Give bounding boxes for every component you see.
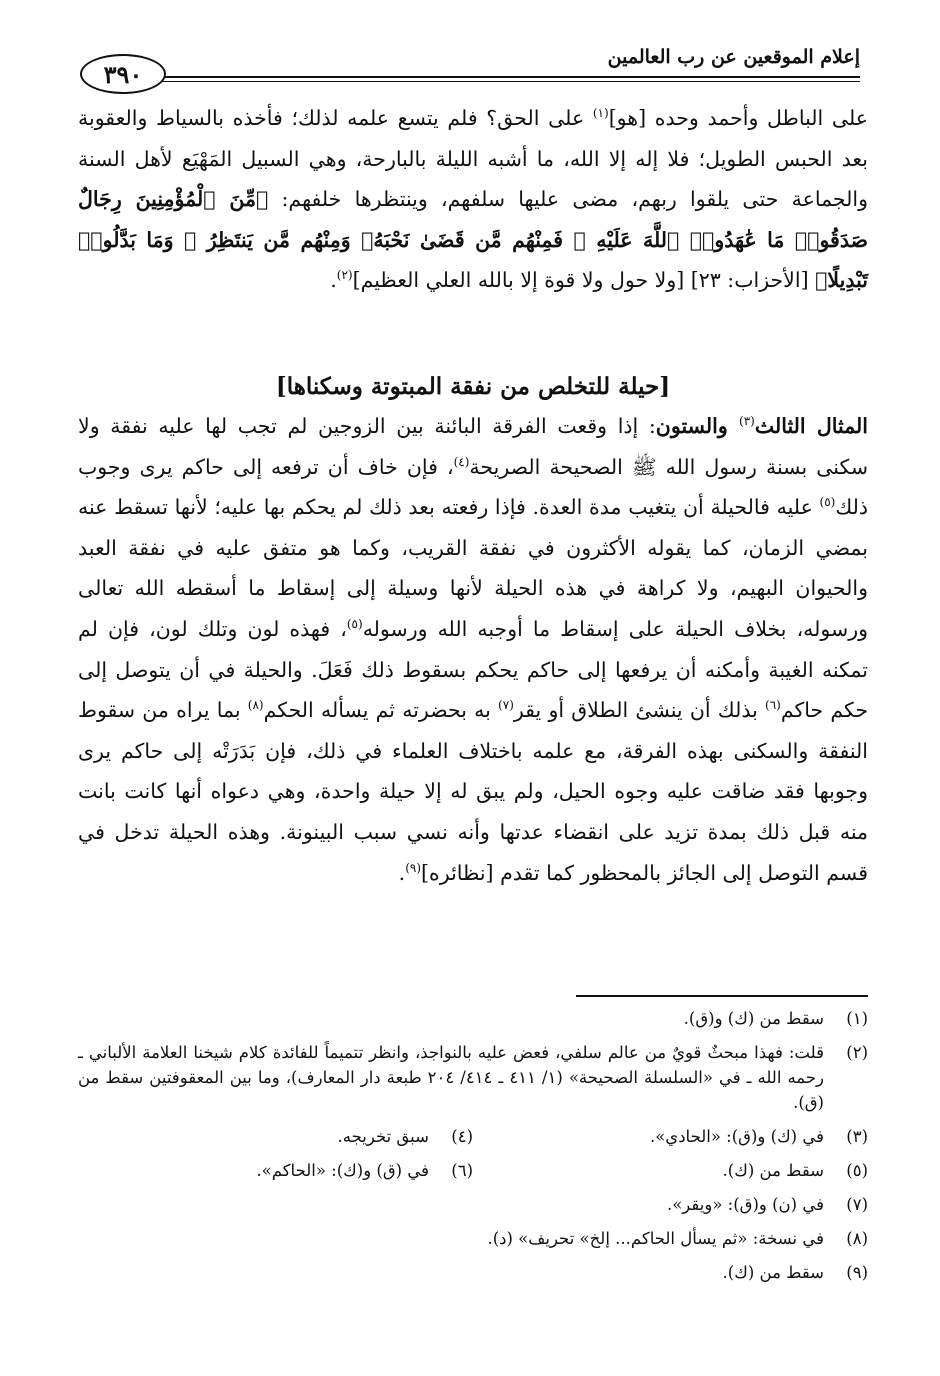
example-label-cont: والستون (655, 414, 740, 438)
footnote-ref: (٥) (819, 495, 836, 510)
text-run: عليه فالحيلة أن يتغيب مدة العدة. فإذا رفعته بعد ذلك لم يحكم بها عليه؛ لأنها تسقط عنه بمضي الزمان، كما يقوله الأكثرون في نفقة القريب، وكما هو متفق عليه في نفقة العبد والحيوان البهيم، ولا كراهة في هذه الحيلة لأنها وسيلة إلى إسقاط ما أسقطه الله تعالى ورسوله، بخلاف الحيلة على إسقاط ما أوجبه الله ورسوله (78, 495, 868, 641)
footnote-separator (576, 995, 868, 997)
text-run: به بحضرته ثم يسأله الحكم (263, 698, 499, 723)
footnote-number: (٩) (846, 1263, 868, 1282)
header-rule (162, 76, 860, 78)
text-run: بذلك أن ينشئ الطلاق أو يقر (513, 698, 766, 723)
footnote-text: في (ن) و(ق): «ويقر». (666, 1195, 824, 1214)
footnote-number: (٢) (846, 1043, 868, 1062)
page-number: ٣٩٠ (80, 54, 166, 94)
header-rule-thin (162, 81, 860, 82)
footnotes (78, 1006, 868, 1294)
page-header (80, 42, 860, 92)
footnote-ref: (٥) (346, 617, 363, 632)
example-label: المثال الثالث (754, 414, 868, 438)
footnote-pair (78, 1124, 868, 1149)
footnote-item (78, 1158, 473, 1183)
footnote-item (78, 1040, 868, 1115)
text-run: ، فإن خاف أن ترفعه إلى حاكم يرى وجوب ذلك (78, 454, 868, 520)
footnote-number: (٤) (451, 1127, 473, 1146)
footnote-ref: (٤) (453, 454, 470, 469)
footnote-text: في (ق) و(ك): «الحاكم». (256, 1161, 429, 1180)
top-paragraph (78, 98, 868, 301)
footnote-text: سبق تخريجه. (337, 1127, 429, 1146)
footnote-text: قلت: فهذا مبحثٌ قويٌ من عالم سلفي، فعض عليه بالنواجذ، وانظر تتميماً للفائدة كلام شيخنا العلامة الألباني ـ رحمه الله ـ في «السلسلة الصحيحة» (١/ ٤١١ ـ ٤١٤/ ٢٠٤ طبعة دار المعارف)، وما بين المعقوفتين سقط من (ق). (78, 1043, 824, 1112)
text-run: . (398, 860, 406, 885)
footnote-item (78, 1192, 868, 1217)
footnote-item (78, 1260, 868, 1285)
main-paragraph-block (78, 406, 868, 893)
footnote-text: سقط من (ك). (722, 1161, 824, 1180)
quran-verse: ﴿مِّنَ ٱلْمُؤْمِنِينَ رِجَالٌ صَدَقُوا۟ مَا عَٰهَدُوا۟ ٱللَّهَ عَلَيْهِ ۖ فَمِنْهُم مَّن قَضَىٰ نَحْبَهُۥ وَمِنْهُم مَّن يَنتَظِرُ ۖ وَمَا بَدَّلُوا۟ تَبْدِيلًا﴾ (78, 187, 868, 293)
section-heading: [حيلة للتخلص من نفقة المبتوتة وسكناها] (275, 373, 671, 400)
footnote-pair (78, 1158, 868, 1183)
footnote-number: (٦) (451, 1161, 473, 1180)
book-title: إعلام الموقعين عن رب العالمين (607, 46, 860, 68)
footnote-number: (٧) (846, 1195, 868, 1214)
text-run: [الأحزاب: ٢٣] [ولا حول ولا قوة إلا بالله العلي العظيم] (352, 268, 816, 293)
footnote-ref: (٧) (498, 698, 514, 713)
footnote-item (473, 1124, 868, 1149)
text-run: : إذا وقعت الفرقة البائنة بين الزوجين لم تجب لها عليه نفقة ولا سكنى بسنة رسول الله ﷺ الصحيحة الصريحة (78, 414, 868, 479)
footnote-ref: (٢) (336, 268, 353, 283)
footnote-ref: (٣) (739, 414, 755, 429)
footnote-text: سقط من (ك) و(ق). (683, 1009, 824, 1028)
footnote-item (78, 1006, 868, 1031)
top-paragraph-block (78, 98, 868, 301)
footnote-number: (٣) (846, 1127, 868, 1146)
text-run: بما يراه من سقوط النفقة والسكنى بهذه الفرقة، مع علمه باختلاف العلماء في ذلك، فإن بَدَرَتْه إلى حاكم يرى وجوبها فقد ضاقت عليه وجوه الحيل، ولم يبق له إلا حيلة واحدة، وهي دعواه أنها كانت بانت منه قبل ذلك بمدة تزيد على انقضاء عدتها وأنه نسي سبب البينونة. وهذه الحيلة تدخل في قسم التوصل إلى الجائز بالمحظور كما تقدم [نظائره] (78, 698, 868, 885)
text-run: على الباطل وأحمد وحده [هو] (608, 106, 868, 130)
footnote-number: (٥) (846, 1161, 868, 1180)
footnote-ref: (١) (592, 106, 609, 121)
footnote-number: (٨) (846, 1229, 868, 1248)
footnote-text: في (ك) و(ق): «الحادي». (649, 1127, 824, 1146)
main-paragraph (78, 406, 868, 893)
footnote-item (473, 1158, 868, 1183)
text-run: ، فهذه لون وتلك لون، فإن لم تمكنه الغيبة وأمكنه أن يرفعها إلى حاكم يحكم بسقوط ذلك فَعَلَ. والحيلة في أن يتوصل إلى حكم حاكم (78, 616, 869, 723)
text-run: على الحق؟ فلم يتسع علمه لذلك؛ فأخذه بالسياط والعقوبة بعد الحبس الطويل؛ فلا إله إلا الله، ما أشبه الليلة بالبارحة، وهي السبيل المَهْيَع لأهل السنة والجماعة حتى يلقوا ربهم، مضى عليها سلفهم، وينتظرها خلفهم: (78, 106, 869, 212)
footnote-text: سقط من (ك). (722, 1263, 824, 1282)
footnote-number: (١) (846, 1009, 868, 1028)
footnote-ref: (٨) (247, 698, 264, 713)
footnote-item (78, 1124, 473, 1149)
footnote-item (78, 1226, 868, 1251)
footnote-ref: (٦) (765, 698, 781, 713)
footnote-text: في نسخة: «ثم يسأل الحاكم... إلخ» تحريف» (د). (487, 1229, 824, 1248)
text-run: . (330, 268, 337, 293)
footnote-ref: (٩) (405, 860, 422, 875)
